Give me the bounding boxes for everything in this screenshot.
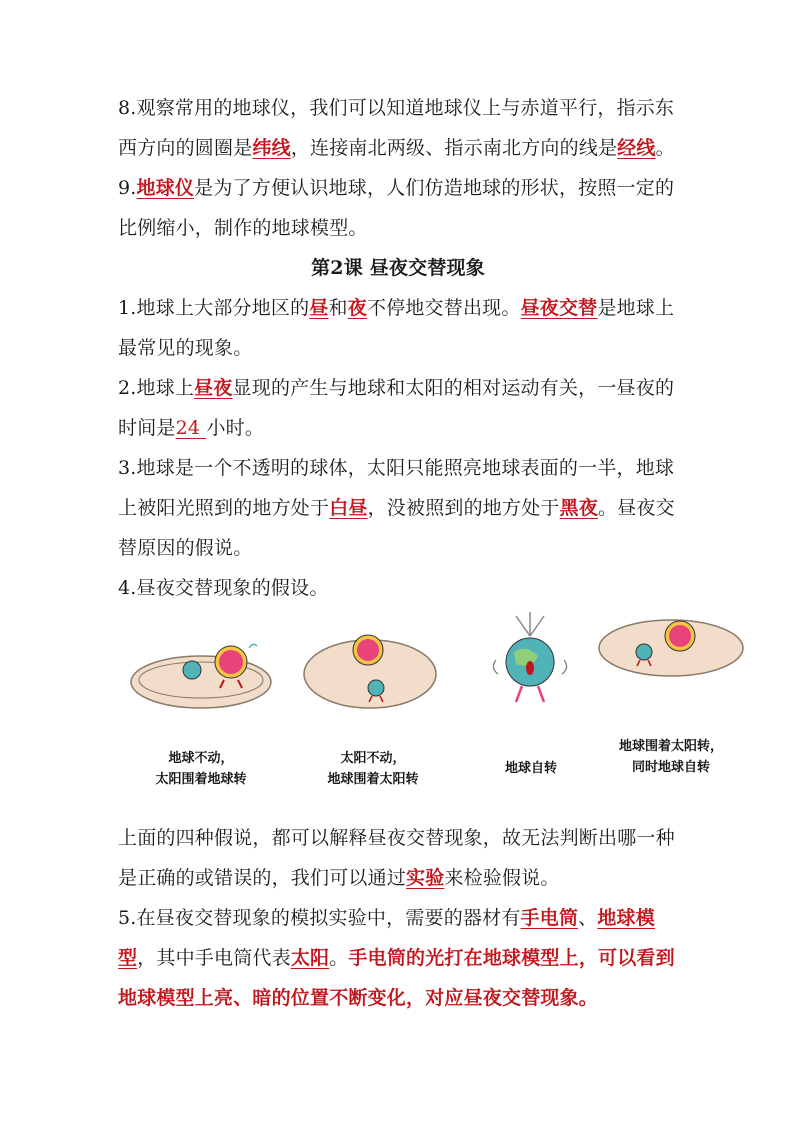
figure-caption-4b: 同时地球自转 xyxy=(631,760,710,775)
lesson-item-5: 5.在昼夜交替现象的模拟实验中，需要的器材有手电筒、地球模型，其中手电筒代表太阳。手电筒的光打在地球模型上，可以看到地球模型上亮、暗的位置不断变化，对应昼夜交替现象。 xyxy=(118,907,675,1009)
answer-24: 24 xyxy=(175,417,207,439)
figure-caption-2b: 地球围着太阳转 xyxy=(327,772,419,787)
answer-weixian: 纬线 xyxy=(252,137,291,159)
answer-taiyang: 太阳 xyxy=(290,947,330,969)
lesson-item-4: 4.昼夜交替现象的假设。 xyxy=(118,577,329,599)
hypothesis-figures xyxy=(118,612,723,812)
answer-heiye: 黑夜 xyxy=(559,497,599,519)
answer-shoudiantong: 手电筒 xyxy=(520,907,579,929)
figure-caption-1b: 太阳围着地球转 xyxy=(155,772,247,787)
answer-zhouyejiaoti: 昼夜交替 xyxy=(520,297,598,319)
orbit-illustration-4 xyxy=(596,612,746,752)
worksheet-page xyxy=(118,88,723,1018)
question-8: 8.观察常用的地球仪，我们可以知道地球仪上与赤道平行，指示东西方向的圆圈是纬线，连接南北两级、指示南北方向的线是经线。 xyxy=(118,97,675,159)
lesson-item-2: 2.地球上昼夜显现的产生与地球和太阳的相对运动有关，一昼夜的时间是24 小时。 xyxy=(118,377,675,439)
summary-paragraph: 上面的四种假说，都可以解释昼夜交替现象，故无法判断出哪一种是正确的或错误的，我们可以通过实验来检验假说。 xyxy=(118,827,675,889)
lesson-title: 第2课 昼夜交替现象 xyxy=(311,257,485,279)
figure-sun-still-earth-orbits xyxy=(298,612,448,812)
figure-earth-rotation xyxy=(456,612,606,812)
figure-caption-3: 地球自转 xyxy=(504,761,557,776)
orbit-illustration-1 xyxy=(126,612,276,752)
answer-ye: 夜 xyxy=(347,297,367,319)
orbit-illustration-2 xyxy=(298,612,448,752)
figure-caption-1a: 地球不动， xyxy=(168,751,234,766)
figure-caption-4a: 地球围着太阳转， xyxy=(618,739,723,754)
answer-diqiuyi: 地球仪 xyxy=(136,177,195,199)
answer-diqiumoxing: 地球模型 xyxy=(118,907,655,969)
lesson-item-1: 1.地球上大部分地区的昼和夜不停地交替出现。昼夜交替是地球上最常见的现象。 xyxy=(118,297,675,359)
answer-shiyan: 实验 xyxy=(406,867,445,889)
lesson-item-3: 3.地球是一个不透明的球体，太阳只能照亮地球表面的一半，地球上被阳光照到的地方处于白昼，没被照到的地方处于黑夜。昼夜交替原因的假说。 xyxy=(118,457,675,559)
answer-jingxian: 经线 xyxy=(617,137,656,159)
conclusion-text: 手电筒的光打在地球模型上，可以看到地球模型上亮、暗的位置不断变化，对应昼夜交替现象。 xyxy=(118,947,675,1009)
question-9: 9.地球仪是为了方便认识地球，人们仿造地球的形状，按照一定的比例缩小，制作的地球模型。 xyxy=(118,177,675,239)
answer-baizhou: 白昼 xyxy=(329,497,368,519)
figure-earth-orbits-and-rotates xyxy=(596,612,746,812)
figure-caption-2a: 太阳不动， xyxy=(340,751,406,766)
rotation-illustration xyxy=(456,612,606,752)
answer-zhouye: 昼夜 xyxy=(194,377,233,399)
answer-zhou: 昼 xyxy=(309,297,329,319)
figure-earth-still-sun-orbits xyxy=(126,612,276,812)
